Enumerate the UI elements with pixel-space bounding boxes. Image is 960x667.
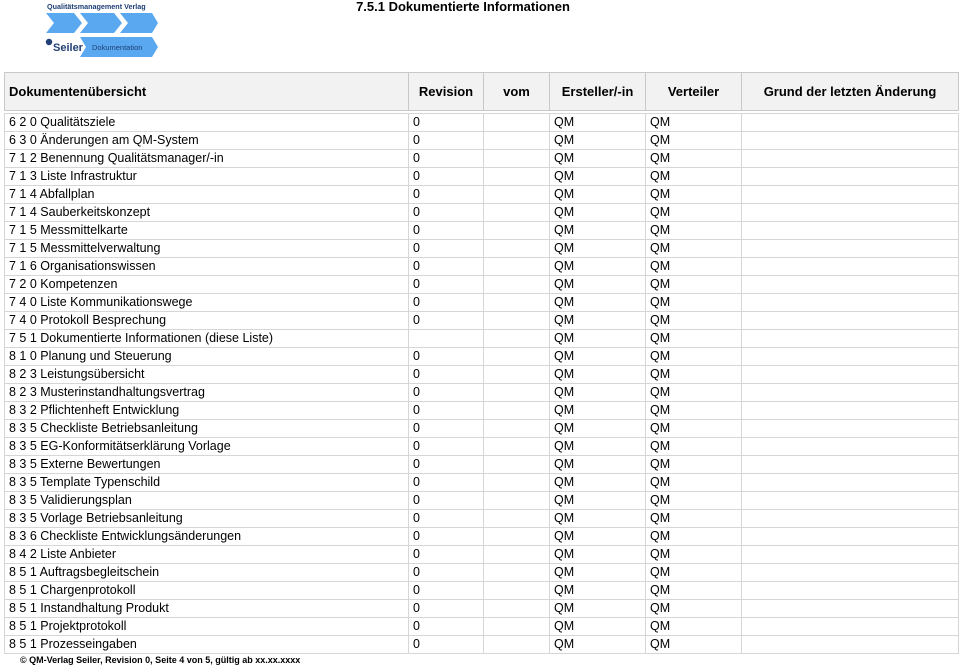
cell-change-reason bbox=[742, 366, 959, 384]
cell-revision: 0 bbox=[409, 114, 484, 132]
cell-revision: 0 bbox=[409, 636, 484, 654]
cell-revision: 0 bbox=[409, 492, 484, 510]
cell-revision: 0 bbox=[409, 366, 484, 384]
col-header-distribution: Verteiler bbox=[646, 73, 742, 111]
cell-distribution: QM bbox=[646, 150, 742, 168]
cell-document: 7 1 4 Sauberkeitskonzept bbox=[5, 204, 409, 222]
cell-creator: QM bbox=[550, 114, 646, 132]
cell-distribution: QM bbox=[646, 510, 742, 528]
cell-distribution: QM bbox=[646, 600, 742, 618]
cell-creator: QM bbox=[550, 456, 646, 474]
cell-revision: 0 bbox=[409, 474, 484, 492]
cell-revision: 0 bbox=[409, 132, 484, 150]
cell-document: 7 4 0 Liste Kommunikationswege bbox=[5, 294, 409, 312]
cell-distribution: QM bbox=[646, 258, 742, 276]
table-row bbox=[5, 600, 959, 618]
cell-change-reason bbox=[742, 618, 959, 636]
cell-distribution: QM bbox=[646, 402, 742, 420]
cell-document: 8 5 1 Prozesseingaben bbox=[5, 636, 409, 654]
cell-document: 8 5 1 Instandhaltung Produkt bbox=[5, 600, 409, 618]
table-row bbox=[5, 510, 959, 528]
cell-revision: 0 bbox=[409, 618, 484, 636]
table-row bbox=[5, 186, 959, 204]
cell-document: 8 3 5 Externe Bewertungen bbox=[5, 456, 409, 474]
cell-creator: QM bbox=[550, 420, 646, 438]
cell-date bbox=[484, 636, 550, 654]
table-row bbox=[5, 438, 959, 456]
cell-creator: QM bbox=[550, 600, 646, 618]
cell-creator: QM bbox=[550, 636, 646, 654]
cell-date bbox=[484, 492, 550, 510]
cell-revision: 0 bbox=[409, 438, 484, 456]
page-title-text: 7.5.1 Dokumentierte Informationen bbox=[356, 0, 570, 14]
cell-date bbox=[484, 402, 550, 420]
cell-document: 7 4 0 Protokoll Besprechung bbox=[5, 312, 409, 330]
cell-document: 8 4 2 Liste Anbieter bbox=[5, 546, 409, 564]
cell-distribution: QM bbox=[646, 582, 742, 600]
cell-date bbox=[484, 456, 550, 474]
cell-creator: QM bbox=[550, 564, 646, 582]
table-row bbox=[5, 492, 959, 510]
cell-distribution: QM bbox=[646, 186, 742, 204]
cell-document: 7 1 6 Organisationswissen bbox=[5, 258, 409, 276]
cell-change-reason bbox=[742, 132, 959, 150]
cell-change-reason bbox=[742, 438, 959, 456]
cell-revision: 0 bbox=[409, 600, 484, 618]
table-row bbox=[5, 168, 959, 186]
cell-document: 8 3 5 Checkliste Betriebsanleitung bbox=[5, 420, 409, 438]
table-row bbox=[5, 546, 959, 564]
table-row bbox=[5, 564, 959, 582]
cell-revision: 0 bbox=[409, 384, 484, 402]
cell-date bbox=[484, 600, 550, 618]
cell-date bbox=[484, 240, 550, 258]
cell-date bbox=[484, 348, 550, 366]
cell-revision: 0 bbox=[409, 312, 484, 330]
cell-revision: 0 bbox=[409, 546, 484, 564]
cell-document: 8 3 6 Checkliste Entwicklungsänderungen bbox=[5, 528, 409, 546]
table-body bbox=[5, 111, 959, 654]
table-row bbox=[5, 456, 959, 474]
cell-change-reason bbox=[742, 168, 959, 186]
logo-arrow-1 bbox=[46, 13, 82, 33]
table-row bbox=[5, 384, 959, 402]
cell-date bbox=[484, 294, 550, 312]
cell-document: 8 3 5 Validierungsplan bbox=[5, 492, 409, 510]
cell-creator: QM bbox=[550, 150, 646, 168]
cell-revision: 0 bbox=[409, 348, 484, 366]
cell-revision: 0 bbox=[409, 186, 484, 204]
cell-change-reason bbox=[742, 150, 959, 168]
cell-date bbox=[484, 420, 550, 438]
cell-document: 7 5 1 Dokumentierte Informationen (diese Liste) bbox=[5, 330, 409, 348]
cell-date bbox=[484, 312, 550, 330]
cell-creator: QM bbox=[550, 618, 646, 636]
logo-arrow-3 bbox=[120, 13, 158, 33]
cell-change-reason bbox=[742, 186, 959, 204]
cell-document: 8 5 1 Chargenprotokoll bbox=[5, 582, 409, 600]
cell-creator: QM bbox=[550, 312, 646, 330]
cell-distribution: QM bbox=[646, 618, 742, 636]
cell-creator: QM bbox=[550, 186, 646, 204]
cell-date bbox=[484, 258, 550, 276]
table-row bbox=[5, 222, 959, 240]
cell-revision: 0 bbox=[409, 420, 484, 438]
col-header-revision: Revision bbox=[409, 73, 484, 111]
cell-change-reason bbox=[742, 240, 959, 258]
cell-date bbox=[484, 384, 550, 402]
page-title bbox=[0, 0, 960, 14]
document-table bbox=[4, 72, 959, 654]
cell-date bbox=[484, 546, 550, 564]
cell-date bbox=[484, 474, 550, 492]
cell-document: 7 2 0 Kompetenzen bbox=[5, 276, 409, 294]
cell-date bbox=[484, 222, 550, 240]
cell-distribution: QM bbox=[646, 438, 742, 456]
page-footer: © QM-Verlag Seiler, Revision 0, Seite 4 von 5, gültig ab xx.xx.xxxx bbox=[20, 655, 301, 665]
cell-distribution: QM bbox=[646, 384, 742, 402]
cell-revision: 0 bbox=[409, 204, 484, 222]
cell-document: 8 1 0 Planung und Steuerung bbox=[5, 348, 409, 366]
cell-document: 8 3 5 Template Typenschild bbox=[5, 474, 409, 492]
cell-revision: 0 bbox=[409, 582, 484, 600]
cell-document: 7 1 4 Abfallplan bbox=[5, 186, 409, 204]
cell-distribution: QM bbox=[646, 528, 742, 546]
cell-date bbox=[484, 618, 550, 636]
cell-date bbox=[484, 114, 550, 132]
table-row bbox=[5, 348, 959, 366]
cell-document: 8 5 1 Auftragsbegleitschein bbox=[5, 564, 409, 582]
cell-revision: 0 bbox=[409, 276, 484, 294]
cell-date bbox=[484, 438, 550, 456]
cell-date bbox=[484, 204, 550, 222]
cell-revision: 0 bbox=[409, 168, 484, 186]
table-row bbox=[5, 528, 959, 546]
cell-distribution: QM bbox=[646, 168, 742, 186]
cell-distribution: QM bbox=[646, 636, 742, 654]
table-row bbox=[5, 114, 959, 132]
cell-creator: QM bbox=[550, 546, 646, 564]
table-row bbox=[5, 402, 959, 420]
table-row bbox=[5, 132, 959, 150]
cell-distribution: QM bbox=[646, 312, 742, 330]
cell-change-reason bbox=[742, 600, 959, 618]
table-row bbox=[5, 618, 959, 636]
cell-creator: QM bbox=[550, 474, 646, 492]
cell-distribution: QM bbox=[646, 456, 742, 474]
cell-document: 7 1 5 Messmittelverwaltung bbox=[5, 240, 409, 258]
cell-revision: 0 bbox=[409, 240, 484, 258]
cell-change-reason bbox=[742, 222, 959, 240]
cell-revision: 0 bbox=[409, 258, 484, 276]
cell-change-reason bbox=[742, 456, 959, 474]
cell-creator: QM bbox=[550, 168, 646, 186]
table-row bbox=[5, 312, 959, 330]
cell-creator: QM bbox=[550, 132, 646, 150]
table-row bbox=[5, 582, 959, 600]
cell-change-reason bbox=[742, 276, 959, 294]
cell-distribution: QM bbox=[646, 330, 742, 348]
cell-date bbox=[484, 510, 550, 528]
table-row bbox=[5, 240, 959, 258]
cell-date bbox=[484, 132, 550, 150]
logo-arrow-2 bbox=[80, 13, 122, 33]
cell-creator: QM bbox=[550, 528, 646, 546]
cell-date bbox=[484, 186, 550, 204]
cell-change-reason bbox=[742, 636, 959, 654]
col-header-document: Dokumentenübersicht bbox=[5, 73, 409, 111]
col-header-date: vom bbox=[484, 73, 550, 111]
cell-distribution: QM bbox=[646, 276, 742, 294]
cell-creator: QM bbox=[550, 294, 646, 312]
cell-date bbox=[484, 564, 550, 582]
cell-creator: QM bbox=[550, 510, 646, 528]
cell-creator: QM bbox=[550, 582, 646, 600]
table-row bbox=[5, 366, 959, 384]
cell-distribution: QM bbox=[646, 294, 742, 312]
cell-distribution: QM bbox=[646, 420, 742, 438]
cell-change-reason bbox=[742, 258, 959, 276]
cell-document: 8 2 3 Musterinstandhaltungsvertrag bbox=[5, 384, 409, 402]
cell-revision: 0 bbox=[409, 402, 484, 420]
cell-creator: QM bbox=[550, 366, 646, 384]
cell-creator: QM bbox=[550, 330, 646, 348]
logo-top-banner-text: Qualitätsmanagement Verlag bbox=[47, 2, 146, 11]
table-row bbox=[5, 294, 959, 312]
cell-date bbox=[484, 366, 550, 384]
cell-distribution: QM bbox=[646, 492, 742, 510]
cell-change-reason bbox=[742, 546, 959, 564]
table-row bbox=[5, 150, 959, 168]
cell-distribution: QM bbox=[646, 546, 742, 564]
cell-change-reason bbox=[742, 204, 959, 222]
table-row bbox=[5, 420, 959, 438]
logo-badge-text: Dokumentation bbox=[92, 43, 143, 52]
cell-change-reason bbox=[742, 420, 959, 438]
cell-creator: QM bbox=[550, 348, 646, 366]
table-row bbox=[5, 474, 959, 492]
cell-distribution: QM bbox=[646, 474, 742, 492]
table-header-row bbox=[5, 73, 959, 111]
cell-date bbox=[484, 276, 550, 294]
cell-creator: QM bbox=[550, 276, 646, 294]
cell-date bbox=[484, 330, 550, 348]
cell-revision: 0 bbox=[409, 528, 484, 546]
cell-change-reason bbox=[742, 582, 959, 600]
cell-change-reason bbox=[742, 474, 959, 492]
table-row bbox=[5, 258, 959, 276]
cell-distribution: QM bbox=[646, 564, 742, 582]
cell-change-reason bbox=[742, 312, 959, 330]
col-header-creator: Ersteller/-in bbox=[550, 73, 646, 111]
cell-change-reason bbox=[742, 330, 959, 348]
cell-change-reason bbox=[742, 402, 959, 420]
cell-creator: QM bbox=[550, 384, 646, 402]
table-row bbox=[5, 636, 959, 654]
cell-change-reason bbox=[742, 384, 959, 402]
cell-distribution: QM bbox=[646, 132, 742, 150]
cell-distribution: QM bbox=[646, 366, 742, 384]
cell-date bbox=[484, 528, 550, 546]
cell-distribution: QM bbox=[646, 114, 742, 132]
cell-document: 8 3 2 Pflichtenheft Entwicklung bbox=[5, 402, 409, 420]
cell-change-reason bbox=[742, 294, 959, 312]
cell-change-reason bbox=[742, 510, 959, 528]
cell-creator: QM bbox=[550, 438, 646, 456]
logo-brand: Seiler bbox=[53, 42, 83, 54]
cell-document: 8 2 3 Leistungsübersicht bbox=[5, 366, 409, 384]
cell-document: 6 2 0 Qualitätsziele bbox=[5, 114, 409, 132]
table-row bbox=[5, 276, 959, 294]
table-row bbox=[5, 330, 959, 348]
cell-revision: 0 bbox=[409, 564, 484, 582]
cell-change-reason bbox=[742, 528, 959, 546]
cell-revision: 0 bbox=[409, 222, 484, 240]
cell-distribution: QM bbox=[646, 204, 742, 222]
cell-change-reason bbox=[742, 492, 959, 510]
cell-change-reason bbox=[742, 348, 959, 366]
cell-document: 8 3 5 Vorlage Betriebsanleitung bbox=[5, 510, 409, 528]
cell-change-reason bbox=[742, 114, 959, 132]
cell-creator: QM bbox=[550, 204, 646, 222]
col-header-change-reason: Grund der letzten Änderung bbox=[742, 73, 959, 111]
cell-document: 7 1 5 Messmittelkarte bbox=[5, 222, 409, 240]
cell-date bbox=[484, 582, 550, 600]
cell-date bbox=[484, 150, 550, 168]
cell-date bbox=[484, 168, 550, 186]
cell-revision: 0 bbox=[409, 294, 484, 312]
cell-document: 8 5 1 Projektprotokoll bbox=[5, 618, 409, 636]
cell-distribution: QM bbox=[646, 348, 742, 366]
cell-creator: QM bbox=[550, 222, 646, 240]
cell-document: 8 3 5 EG-Konformitätserklärung Vorlage bbox=[5, 438, 409, 456]
logo-mark-icon bbox=[46, 39, 52, 45]
cell-creator: QM bbox=[550, 402, 646, 420]
cell-revision: 0 bbox=[409, 510, 484, 528]
cell-revision bbox=[409, 330, 484, 348]
cell-creator: QM bbox=[550, 240, 646, 258]
cell-revision: 0 bbox=[409, 456, 484, 474]
cell-document: 7 1 2 Benennung Qualitätsmanager/-in bbox=[5, 150, 409, 168]
cell-creator: QM bbox=[550, 258, 646, 276]
cell-document: 6 3 0 Änderungen am QM-System bbox=[5, 132, 409, 150]
cell-change-reason bbox=[742, 564, 959, 582]
cell-document: 7 1 3 Liste Infrastruktur bbox=[5, 168, 409, 186]
cell-creator: QM bbox=[550, 492, 646, 510]
cell-distribution: QM bbox=[646, 240, 742, 258]
cell-distribution: QM bbox=[646, 222, 742, 240]
cell-revision: 0 bbox=[409, 150, 484, 168]
table-row bbox=[5, 204, 959, 222]
